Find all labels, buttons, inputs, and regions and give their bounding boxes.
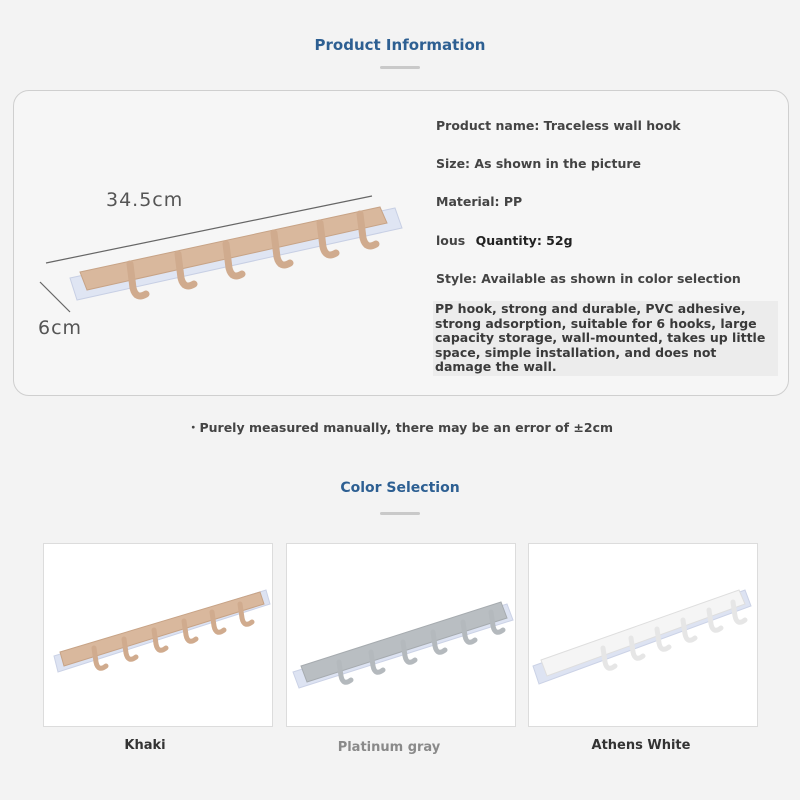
- color-option-athens-white[interactable]: [528, 543, 758, 727]
- width-dimension-line: [40, 282, 70, 312]
- measurement-note: ・Purely measured manually, there may be an error of ±2cm: [186, 420, 614, 435]
- spec-quantity-prefix: lous: [436, 233, 466, 248]
- color-option-khaki[interactable]: [43, 543, 273, 727]
- length-dimension: 34.5cm: [106, 189, 184, 211]
- wall-hook-white-icon: [529, 544, 759, 728]
- color-label-athens-white[interactable]: Athens White: [591, 738, 691, 753]
- color-label-khaki[interactable]: Khaki: [124, 738, 166, 753]
- color-selection-title: Color Selection: [340, 480, 460, 496]
- color-option-platinum-gray[interactable]: [286, 543, 516, 727]
- title-divider: [380, 512, 420, 515]
- width-dimension: 6cm: [38, 317, 83, 339]
- wall-hook-gray-icon: [287, 544, 517, 728]
- spec-description: PP hook, strong and durable, PVC adhesive, strong adsorption, suitable for 6 hooks, large capacity storage, wall-mounted, takes up little space, simple installation, and does not damage the wall.: [433, 301, 778, 376]
- spec-quantity-row: [436, 233, 573, 248]
- product-info-title: Product Information: [314, 36, 486, 54]
- title-divider: [380, 66, 420, 69]
- spec-style: Style: Available as shown in color selection: [436, 271, 741, 286]
- spec-product-name: Product name: Traceless wall hook: [436, 118, 681, 133]
- color-label-platinum-gray[interactable]: Platinum gray: [337, 740, 441, 755]
- wall-hook-khaki-icon: [44, 544, 274, 728]
- spec-material: Material: PP: [436, 194, 523, 209]
- spec-quantity: Quantity: 52g: [475, 233, 573, 248]
- wall-hook-product-image: [30, 180, 410, 340]
- spec-size: Size: As shown in the picture: [436, 156, 641, 171]
